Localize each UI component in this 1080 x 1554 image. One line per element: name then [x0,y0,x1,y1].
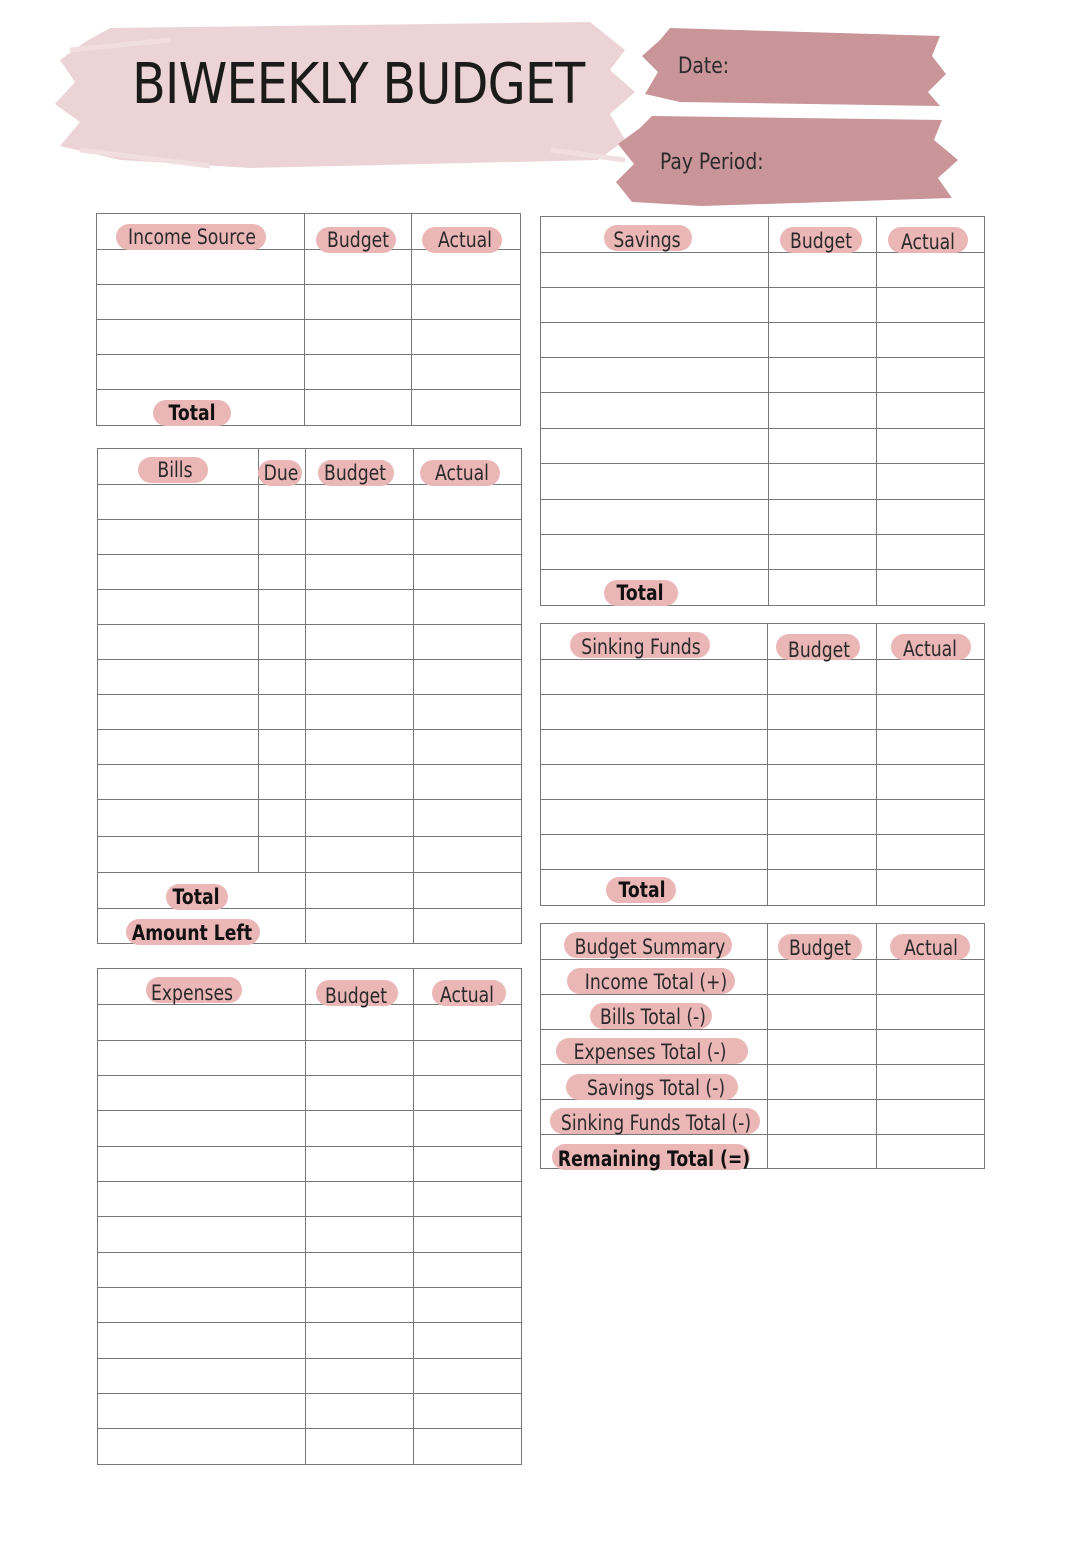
expenses-budget-header: Budget [325,984,387,1008]
bills-table [97,448,522,944]
savings-actual-header: Actual [901,230,955,254]
summary-row-sinking-funds-total: Sinking Funds Total (-) [560,1111,752,1135]
bills-amount-left-label: Amount Left [131,921,253,945]
summary-row-remaining-total: Remaining Total (=) [557,1147,751,1171]
bills-budget-header: Budget [324,461,386,485]
savings-total-label: Total [616,581,664,605]
budget-summary-header: Budget Summary [574,935,726,959]
income-total-label: Total [168,401,216,425]
summary-row-savings-total: Savings Total (-) [586,1076,726,1100]
pay-period-label: Pay Period: [660,150,764,175]
expenses-header: Expenses [150,981,234,1005]
sinking-funds-header: Sinking Funds [581,635,701,659]
sinking-funds-actual-header: Actual [903,637,957,661]
bills-actual-header: Actual [435,461,489,485]
savings-table [540,216,985,606]
savings-cells[interactable] [541,252,984,605]
sinking-funds-total-label: Total [618,878,666,902]
expenses-cells[interactable] [98,1004,521,1464]
summary-row-income-total: Income Total (+) [584,970,728,994]
bills-header: Bills [157,458,193,482]
income-actual-header: Actual [438,228,492,252]
income-budget-header: Budget [327,228,389,252]
income-source-header: Income Source [128,225,256,249]
budget-summary-budget-header: Budget [789,936,851,960]
savings-budget-header: Budget [790,229,852,253]
bills-cells[interactable] [98,484,521,943]
summary-row-bills-total: Bills Total (-) [600,1005,706,1029]
budget-summary-cells[interactable] [768,959,984,1168]
bills-due-header: Due [263,461,299,485]
summary-row-expenses-total: Expenses Total (-) [573,1040,727,1064]
page-title: BIWEEKLY BUDGET [132,52,585,117]
sinking-funds-table [540,623,985,906]
income-cells[interactable] [97,249,520,425]
bills-total-label: Total [172,885,220,909]
sinking-funds-budget-header: Budget [788,638,850,662]
date-label: Date: [678,54,729,79]
budget-summary-actual-header: Actual [904,936,958,960]
expenses-table [97,968,522,1465]
expenses-actual-header: Actual [440,983,494,1007]
sinking-funds-cells[interactable] [541,659,984,905]
savings-header: Savings [613,228,681,252]
